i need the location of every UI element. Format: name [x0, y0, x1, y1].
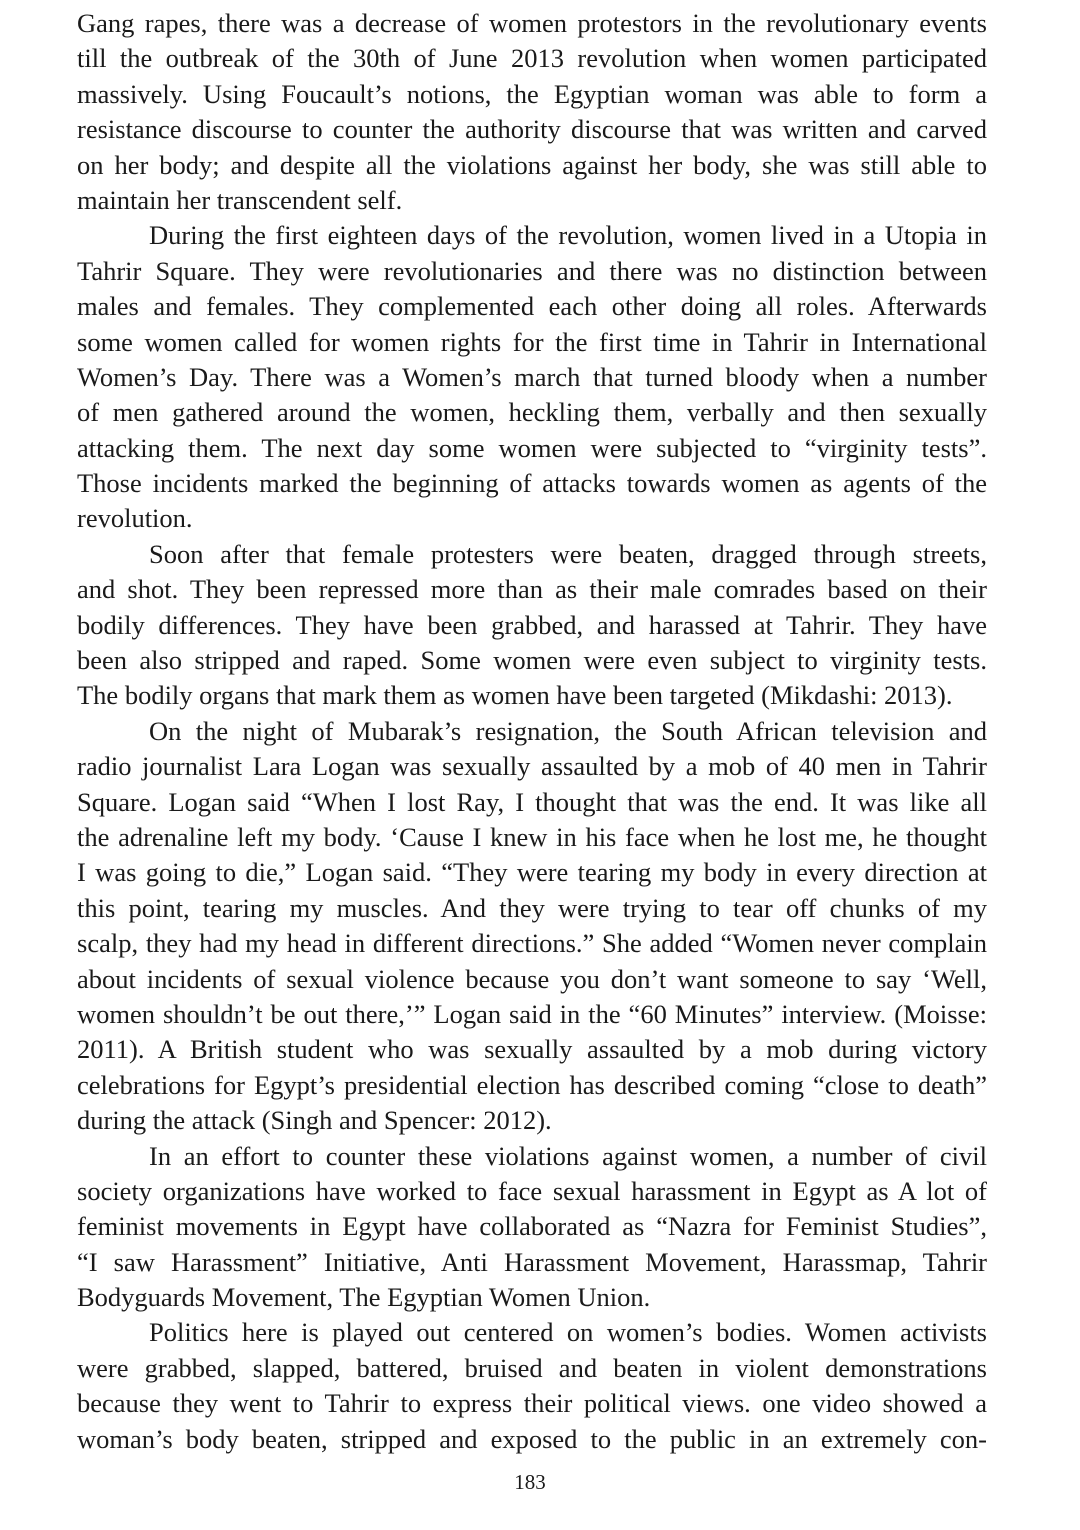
text-line: I was going to die,” Logan said. “They were tearing my body in every direction at [77, 857, 987, 888]
text-line: In an effort to counter these violations against women, a number of civil [149, 1140, 987, 1171]
text-line: woman’s body beaten, stripped and exposed to the public in an extremely con- [77, 1423, 987, 1454]
text-line: about incidents of sexual violence because you don’t want someone to say ‘Well, [77, 963, 987, 994]
text-line: During the first eighteen days of the revolution, women lived in a Utopia in [149, 220, 987, 251]
text-line: attacking them. The next day some women were subjected to “virginity tests”. [77, 432, 987, 463]
paragraph [77, 714, 987, 1139]
text-line: the adrenaline left my body. ‘Cause I knew in his face when he lost me, he thought [77, 821, 987, 852]
text-line: scalp, they had my head in different directions.” She added “Women never complain [77, 928, 987, 959]
text-line: Bodyguards Movement, The Egyptian Women Union. [77, 1282, 651, 1313]
page-body-text [77, 6, 987, 1457]
text-line: some women called for women rights for the first time in Tahrir in International [77, 326, 987, 357]
text-line: radio journalist Lara Logan was sexually assaulted by a mob of 40 men in Tahrir [77, 751, 987, 782]
text-line: Soon after that female protesters were beaten, dragged through streets, [149, 538, 987, 569]
paragraph [77, 537, 987, 714]
paragraph [77, 6, 987, 218]
text-line: on her body; and despite all the violations against her body, she was still able to [77, 149, 987, 180]
text-line: celebrations for Egypt’s presidential election has described coming “close to death” [77, 1069, 987, 1100]
text-line: On the night of Mubarak’s resignation, the South African television and [149, 715, 987, 746]
paragraph [77, 1139, 987, 1316]
text-line: Women’s Day. There was a Women’s march that turned bloody when a number [77, 361, 987, 392]
text-line: The bodily organs that mark them as women have been targeted (Mikdashi: 2013). [77, 680, 953, 711]
text-line: revolution. [77, 503, 193, 534]
paragraph [77, 1315, 987, 1457]
text-line: “I saw Harassment” Initiative, Anti Harassment Movement, Harassmap, Tahrir [77, 1246, 987, 1277]
text-line: were grabbed, slapped, battered, bruised and beaten in violent demonstrations [77, 1352, 987, 1383]
text-line: resistance discourse to counter the authority discourse that was written and carved [77, 114, 987, 145]
text-line: 2011). A British student who was sexually assaulted by a mob during victory [77, 1034, 987, 1065]
text-line: and shot. They been repressed more than as their male comrades based on their [77, 574, 987, 605]
paragraph [77, 218, 987, 537]
text-line: women shouldn’t be out there,’” Logan said in the “60 Minutes” interview. (Moisse: [77, 998, 987, 1029]
text-line: because they went to Tahrir to express their political views. one video showed a [77, 1388, 987, 1419]
text-line: bodily differences. They have been grabbed, and harassed at Tahrir. They have [77, 609, 987, 640]
text-line: this point, tearing my muscles. And they were trying to tear off chunks of my [77, 892, 987, 923]
text-line: Politics here is played out centered on women’s bodies. Women activists [149, 1317, 987, 1348]
text-line: during the attack (Singh and Spencer: 2012). [77, 1105, 552, 1136]
text-line: Square. Logan said “When I lost Ray, I thought that was the end. It was like all [77, 786, 987, 817]
text-line: been also stripped and raped. Some women were even subject to virginity tests. [77, 645, 987, 676]
text-line: feminist movements in Egypt have collaborated as “Nazra for Feminist Studies”, [77, 1211, 987, 1242]
text-line: till the outbreak of the 30th of June 2013 revolution when women participated [77, 43, 987, 74]
text-line: Tahrir Square. They were revolutionaries and there was no distinction between [77, 255, 987, 286]
text-line: society organizations have worked to face sexual harassment in Egypt as A lot of [77, 1175, 987, 1206]
text-line: massively. Using Foucault’s notions, the Egyptian woman was able to form a [77, 78, 987, 109]
text-line: Those incidents marked the beginning of attacks towards women as agents of the [77, 468, 987, 499]
text-line: Gang rapes, there was a decrease of women protestors in the revolutionary events [77, 8, 987, 38]
text-line: males and females. They complemented each other doing all roles. Afterwards [77, 291, 987, 322]
text-line: maintain her transcendent self. [77, 184, 403, 215]
text-line: of men gathered around the women, heckling them, verbally and then sexually [77, 397, 987, 428]
page-number: 183 [514, 1470, 546, 1494]
